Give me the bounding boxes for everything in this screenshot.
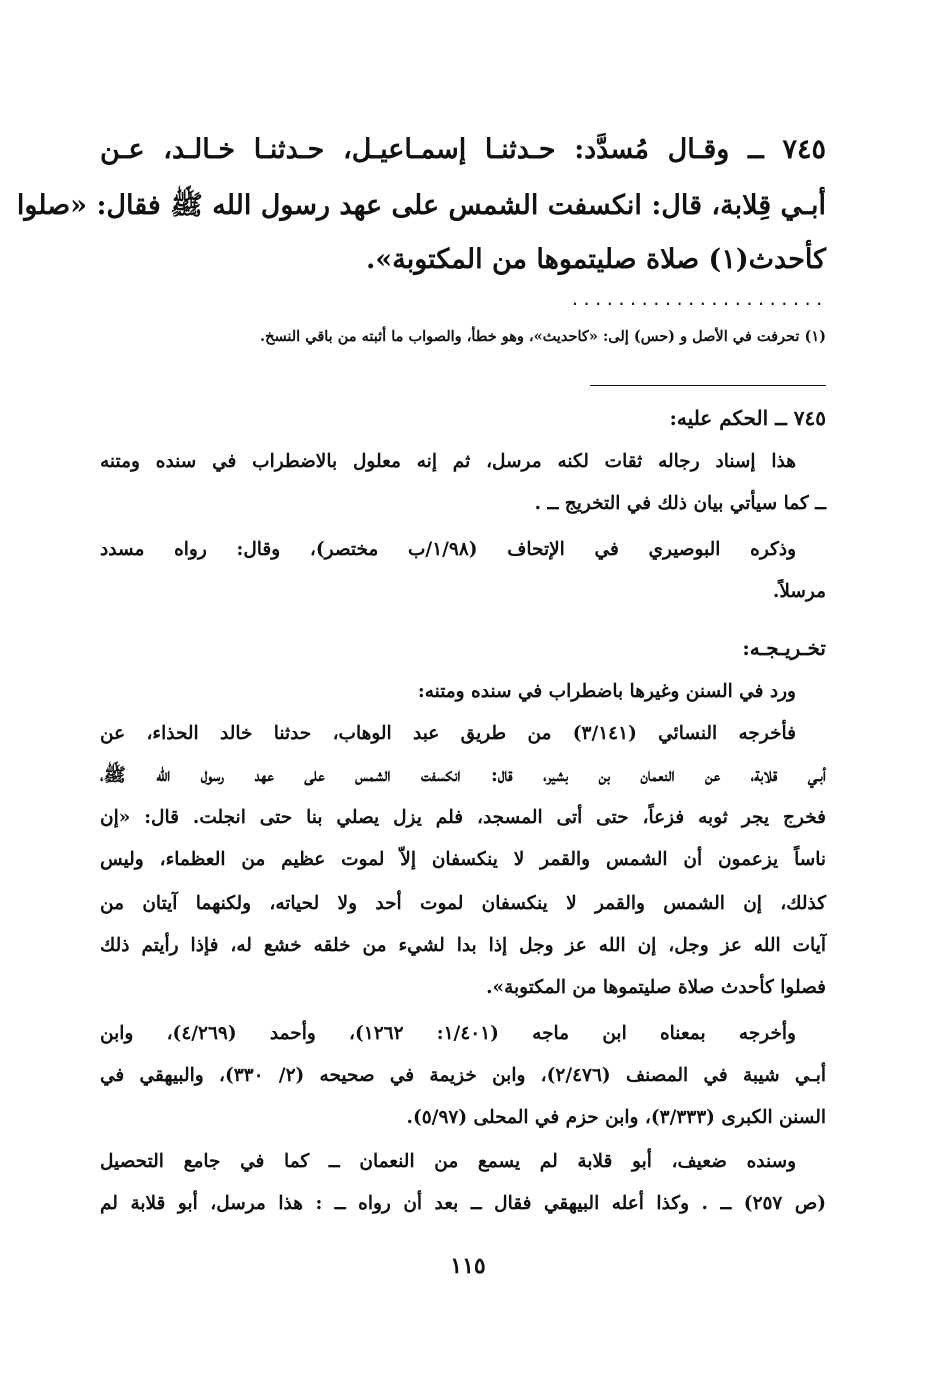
ruling-p1-line-1: هذا إسناد رجاله ثقات لكنه مرسل، ثم إنه معلول بالاضطراب في سنده ومتنه [100, 451, 796, 472]
ruling-p1-line-2: ــ كما سيأتي بيان ذلك في التخريج ــ . [534, 493, 826, 514]
takhrij-p1-line-4: ناساً يزعمون أن الشمس والقمر لا ينكسفان إلاّ لموت عظيم من العظماء، وليس [100, 849, 826, 870]
ruling-heading: ٧٤٥ ــ الحكم عليه: [669, 406, 826, 430]
ruling-p2-line-2: مرسلاً. [772, 581, 826, 602]
hadith-line-3: كأحدث(١) صلاة صليتموها من المكتوبة». [365, 244, 826, 275]
takhrij-p1-line-1: فأخرجه النسائي (٣/١٤١) من طريق عبد الوهاب، حدثنا خالد الحذاء، عن [100, 723, 796, 744]
takhrij-p3-line-2: (ص ٢٥٧) ــ . وكذا أعله البيهقي فقال ــ بعد أن رواه ــ : هذا مرسل، أبو قلابة لم [100, 1193, 826, 1214]
footnote-text: (١) تحرفت في الأصل و (حس) إلى: «كاحديث»، وهو خطأ، والصواب ما أثبته من باقي النسخ. [260, 328, 826, 345]
takhrij-p1-line-3: فخرج يجر ثوبه فزعاً، حتى أتى المسجد، فلم يزل يصلي بنا حتى انجلت. قال: «إن [100, 807, 826, 828]
footnote-separator: ...................... [570, 290, 826, 309]
takhrij-p2-line-3: السنن الكبرى (٣/٣٣٣)، وابن حزم في المحلى (٥/٩٧). [406, 1107, 826, 1128]
takhrij-heading: تخـريـجـه: [742, 636, 826, 660]
document-page [16, 0, 826, 1373]
takhrij-p1-line-7: فصلوا كأحدث صلاة صليتموها من المكتوبة». [486, 977, 826, 998]
takhrij-p1-line-2: أبـي قلابة، عن النعمان بن بشير، قال: انكسفت الشمس على عهد رسول الله ﷺ، [100, 765, 826, 786]
takhrij-intro: ورد في السنن وغيرها باضطراب في سنده ومتنه: [417, 681, 796, 702]
takhrij-p3-line-1: وسنده ضعيف، أبو قلابة لم يسمع من النعمان ــ كما في جامع التحصيل [100, 1151, 796, 1172]
page-number: ١١٥ [450, 1253, 486, 1279]
takhrij-p2-line-1: وأخرجه بمعناه ابن ماجه (١/٤٠١: ١٢٦٢)، وأحمد (٤/٢٦٩)، وابن [100, 1023, 796, 1044]
section-divider [590, 385, 826, 386]
takhrij-p1-line-5: كذلك، إن الشمس والقمر لا ينكسفان لموت أحد ولا لحياته، ولكنهما آيتان من [100, 893, 826, 914]
ruling-p2-line-1: وذكره البوصيري في الإتحاف (١/٩٨/ب مختصر)، وقال: رواه مسدد [100, 539, 797, 560]
hadith-line-1: ٧٤٥ ــ وقـال مُسدَّد: حـدثنـا إسمـاعيـل، حـدثنـا خـالـد، عـن [100, 134, 826, 165]
takhrij-p2-line-2: أبـي شيبة في المصنف (٢/٤٧٦)، وابن خزيمة في صحيحه (٢/ ٣٣٠)، والبيهقي في [100, 1065, 826, 1086]
takhrij-p1-line-6: آيات الله عز وجل، إن الله عز وجل إذا بدا لشيء من خلقه خشع له، فإذا رأيتم ذلك [100, 935, 826, 956]
hadith-line-2: أبـي قِلابة، قال: انكسفت الشمس على عهد رسول الله ﷺ فقال: «صلوا [16, 190, 826, 221]
